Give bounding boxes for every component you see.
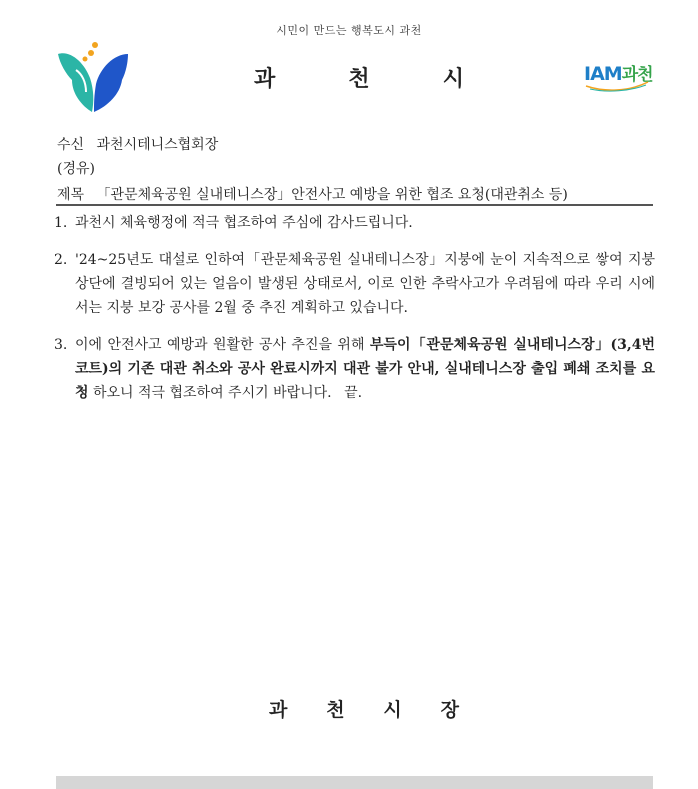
recipient: 과천시테니스협회장: [96, 137, 219, 153]
city-slogan: 시민이 만드는 행복도시 과천: [276, 24, 422, 37]
document-header-title: [254, 62, 464, 93]
paragraph-3: [54, 333, 655, 405]
sender-char: 천: [326, 699, 345, 721]
paragraph-number: 1.: [54, 215, 68, 231]
title-char: 과: [254, 67, 276, 92]
subject-label: 제목: [57, 187, 85, 203]
paragraph-number: 3.: [54, 337, 68, 353]
subject-line: [57, 184, 568, 204]
gwacheon-butterfly-logo: [56, 40, 130, 114]
iam-gwacheon-logo: [582, 60, 654, 94]
paragraph-text: 이에 안전사고 예방과 원활한 공사 추진을 위해: [75, 337, 370, 353]
sender-char: 과: [269, 699, 288, 721]
paragraph-text: 과천시 체육행정에 적극 협조하여 주심에 감사드립니다.: [75, 215, 413, 231]
brand-ko: 과천: [621, 65, 653, 85]
paragraph-1: [54, 211, 655, 235]
footer-bar: [56, 776, 653, 789]
paragraph-text: '24~25년도 대설로 인하여「관문체육공원 실내테니스장」지붕에 눈이 지속적으로 쌓여 지붕 상단에 결빙되어 있는 얼음이 발생된 상태로서, 이로 인한 추락사고가 우려됨에 따라 우리 시에서는 지붕 보강 공사를 2월 중 추진 계획하고 있습니다.: [75, 252, 655, 316]
brand-en: IAM: [584, 63, 622, 85]
paragraph-number: 2.: [54, 252, 68, 268]
title-char: 천: [348, 67, 370, 92]
sender-signature: [269, 695, 459, 722]
title-char: 시: [442, 67, 464, 92]
paragraph-text: 하오니 적극 협조하여 주시기 바랍니다.: [88, 385, 332, 401]
recipient-label: 수신: [57, 137, 85, 153]
via-line: (경유): [57, 161, 95, 177]
sender-char: 시: [383, 699, 402, 721]
subject: 「관문체육공원 실내테니스장」안전사고 예방을 위한 협조 요청(대관취소 등): [96, 187, 568, 203]
recipient-line: [57, 134, 218, 154]
paragraph-emphasis: 부득이「관문체육공원 실내테니스장」(3,4번 코트)의 기존 대관 취소와 공사 완료시까지 대관 불가 안내, 실내테니스장 출입 폐쇄 조치를 요청: [75, 337, 655, 401]
brand-swoosh-icon: [584, 80, 650, 92]
sender-char: 장: [440, 699, 459, 721]
paragraph-2: [54, 248, 655, 320]
end-mark: 끝.: [344, 385, 363, 401]
subject-divider: [56, 204, 653, 206]
